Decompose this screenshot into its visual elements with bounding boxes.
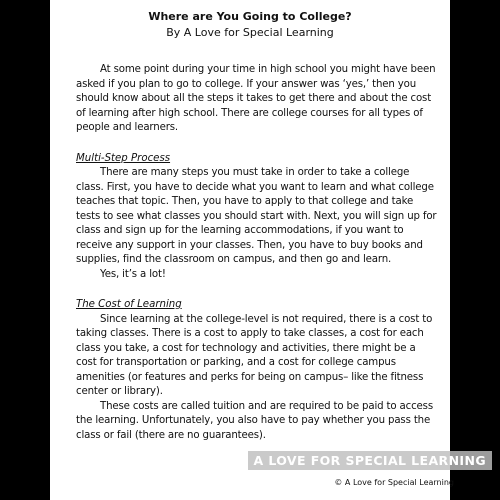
- section-heading: Multi-Step Process: [76, 152, 171, 164]
- copyright-notice: © A Love for Special Learning: [334, 478, 454, 487]
- section-gap: [76, 282, 438, 298]
- document-title: Where are You Going to College?: [148, 10, 352, 23]
- section-paragraph: These costs are called tuition and are required to be paid to access the learning. Unfortunately, you also have to pay whether you pass the class or fail (there are no guarantees).: [76, 400, 433, 441]
- section-gap: [76, 136, 438, 152]
- watermark-banner: A LOVE FOR SPECIAL LEARNING: [248, 451, 493, 470]
- section-paragraph: There are many steps you must take in order to take a college class. First, you have to decide what you want to learn and what college teaches that topic. Then, you have to apply to that college and take tests to see what classes you should start with. Next, you will sign up for class and sign up for the learning accommodations, if you want to receive any support in your classes. Then, you have to buy books and supplies, find the classroom on campus, and then go and learn.: [76, 167, 437, 265]
- document-byline: By A Love for Special Learning: [166, 26, 334, 39]
- section-multi-step: [76, 152, 438, 283]
- section-paragraph: Since learning at the college-level is not required, there is a cost to taking classes. There is a cost to apply to take classes, a cost for each class you take, a cost for technology and activities, there might be a cost for transportation or parking, and a cost for college campus amenities (or features and perks for being on campus– like the fitness center or library).: [76, 313, 433, 397]
- section-cost: [76, 298, 438, 443]
- section-heading: The Cost of Learning: [76, 299, 182, 310]
- document-page: [50, 0, 450, 500]
- intro-paragraph: At some point during your time in high school you might have been asked if you plan to go to college. If your answer was ‘yes,’ then you should know about all the steps it takes to get there and about the cost of learning after high school. There are college courses for all types of people and learners.: [76, 64, 436, 133]
- section-paragraph: Yes, it’s a lot!: [100, 268, 166, 280]
